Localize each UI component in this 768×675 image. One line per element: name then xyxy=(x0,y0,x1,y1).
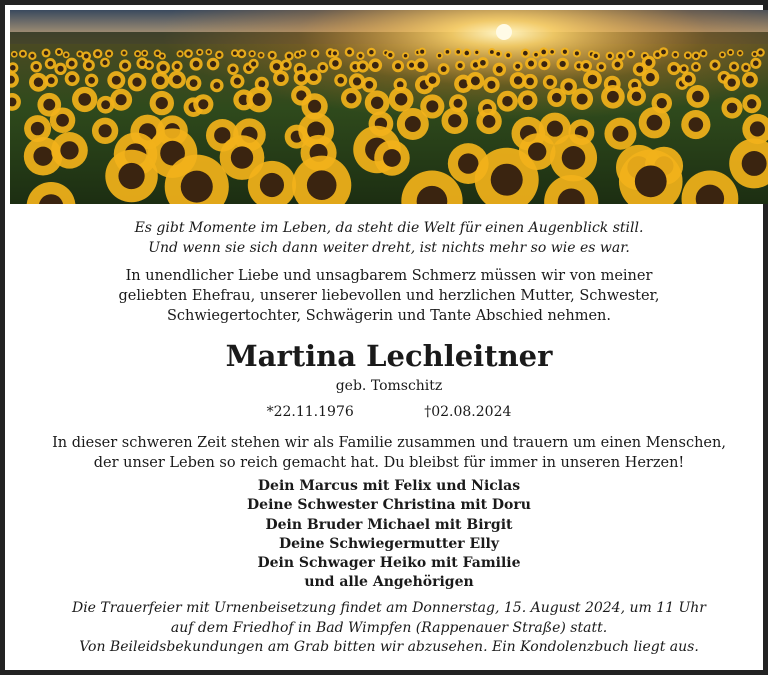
sunflower-icon xyxy=(601,85,625,109)
intro-text xyxy=(10,266,768,326)
sunflower-icon xyxy=(672,51,680,59)
sunflower-icon xyxy=(345,47,355,57)
sunflower-icon xyxy=(580,60,592,72)
sunflower-icon xyxy=(105,50,113,58)
sunflower-icon xyxy=(721,97,742,118)
sunflower-icon xyxy=(177,50,184,57)
statement-line: In dieser schweren Zeit stehen wir als Familie zusammen und trauern um einen Menschen, xyxy=(52,435,726,451)
sunflower-icon xyxy=(121,49,128,56)
sunflower-icon xyxy=(418,48,426,56)
sunflower-icon xyxy=(268,51,277,60)
sunflower-icon xyxy=(45,58,56,69)
sunflower-icon xyxy=(311,49,320,58)
sunflower-icon xyxy=(85,74,98,87)
sunflower-icon xyxy=(477,57,488,68)
sunflower-icon xyxy=(128,73,147,92)
sunflower-icon xyxy=(248,59,258,69)
sunflower-icon xyxy=(42,49,51,58)
sunflower-icon xyxy=(93,49,102,58)
birth-date: *22.11.1976 xyxy=(266,404,354,420)
sunflower-icon xyxy=(642,69,660,87)
life-dates xyxy=(10,403,768,421)
sunflower-icon xyxy=(547,88,566,107)
sunflower-icon xyxy=(386,51,395,60)
sunflower-icon xyxy=(168,71,186,89)
sunflower-icon xyxy=(172,61,183,72)
sunflower-icon xyxy=(756,48,765,57)
sunflower-icon xyxy=(729,62,739,72)
sunflower-icon xyxy=(45,74,58,87)
sunflower-icon xyxy=(331,49,339,57)
mourner-entry: und alle Angehörigen xyxy=(304,574,474,591)
footer-line: Von Beileidsbekundungen am Grab bitten wir abzusehen. Ein Kondolenzbuch liegt aus. xyxy=(79,639,699,655)
sunflower-icon xyxy=(684,51,692,59)
sunflower-icon xyxy=(150,91,174,115)
quote-line: Es gibt Momente im Leben, da steht die Welt für einen Augenblick still. xyxy=(134,220,644,236)
sunflower-icon xyxy=(583,70,602,89)
sunflower-icon xyxy=(750,58,761,69)
sunflower-icon xyxy=(28,52,36,60)
death-date: †02.08.2024 xyxy=(424,404,512,420)
sunflower-icon xyxy=(193,94,213,114)
sunflower-icon xyxy=(681,110,710,139)
sunflower-icon xyxy=(518,90,538,110)
sunflower-icon xyxy=(686,85,709,108)
sunflower-icon xyxy=(627,87,646,106)
sunflower-icon xyxy=(556,58,568,70)
sunflower-icon xyxy=(454,48,462,56)
sunflower-icon xyxy=(742,72,758,88)
footer-line: auf dem Friedhof in Bad Wimpfen (Rappenauer Straße) statt. xyxy=(170,619,608,636)
notice-body xyxy=(10,204,768,675)
sunflower-icon xyxy=(54,63,66,75)
sunflower-icon xyxy=(691,62,701,72)
sunflower-icon xyxy=(692,51,701,60)
sunflower-icon xyxy=(425,72,440,87)
sunflower-icon xyxy=(389,87,414,112)
sunflower-icon xyxy=(299,49,307,57)
sunflower-icon xyxy=(110,89,132,111)
sunflower-icon xyxy=(462,49,471,58)
sunflower-icon xyxy=(476,109,501,134)
sunflower-icon xyxy=(210,79,223,92)
sunflower-icon xyxy=(392,60,404,72)
sunflower-icon xyxy=(55,48,63,56)
sunflower-icon xyxy=(522,74,537,89)
sunflower-icon xyxy=(538,58,550,70)
mourner-entry: Dein Marcus mit Felix und Niclas xyxy=(257,478,521,494)
sunflower-icon xyxy=(134,50,141,57)
sunflower-icon xyxy=(606,52,615,61)
sunflower-icon xyxy=(549,48,556,55)
mourner-entry: Dein Schwager Heiko mit Familie xyxy=(257,555,521,572)
sunflower-icon xyxy=(436,52,443,59)
opening-quote xyxy=(10,218,768,258)
sunflower-icon xyxy=(532,51,539,58)
sunflower-icon xyxy=(100,58,110,68)
deceased-name: Martina Lechleitner xyxy=(225,339,553,373)
sunflower-icon xyxy=(719,51,726,58)
sunflower-icon xyxy=(30,61,41,72)
footer-line: Die Trauerfeier mit Urnenbeisetzung findet am Donnerstag, 15. August 2024, um 11 Uhr xyxy=(71,600,707,616)
sunflower-icon xyxy=(543,75,557,89)
sunflower-icon xyxy=(596,62,606,72)
sunflower-icon xyxy=(206,49,213,56)
sunflower-icon xyxy=(273,70,289,86)
sunflower-icon xyxy=(334,74,347,87)
sunflower-icon xyxy=(230,74,244,88)
family-statement xyxy=(10,433,768,473)
intro-line: Schwiegertochter, Schwägerin und Tante Abschied nehmen. xyxy=(166,308,612,324)
sunflower-icon xyxy=(65,71,80,86)
sunflower-icon xyxy=(571,88,593,110)
sunflower-icon xyxy=(207,58,220,71)
sunflower-icon xyxy=(659,47,669,57)
sunflower-icon xyxy=(329,57,342,70)
sunflower-icon xyxy=(709,60,720,71)
sunflower-icon xyxy=(550,134,597,181)
sunflower-icon xyxy=(667,62,680,75)
statement-line: der unser Leben so reich gemacht hat. Du bleibst für immer in unseren Herzen! xyxy=(93,455,685,471)
sunflower-icon xyxy=(414,58,428,72)
sunflower-icon xyxy=(19,50,27,58)
mourners-list xyxy=(10,477,768,593)
sunflower-icon xyxy=(741,63,751,73)
mourner-entry: Deine Schwiegermutter Elly xyxy=(278,535,499,552)
sunflower-icon xyxy=(367,48,376,57)
sunflower-icon xyxy=(159,52,166,59)
sunflower-icon xyxy=(681,72,696,87)
sunflower-icon xyxy=(374,140,410,176)
sunflower-icon xyxy=(63,51,70,58)
sunflower-icon xyxy=(627,50,636,59)
sunflower-icon xyxy=(184,49,193,58)
sunflower-icon xyxy=(246,87,272,113)
intro-line: In unendlicher Liebe und unsagbarem Schmerz müssen wir von meiner xyxy=(125,268,653,284)
sunflower-icon xyxy=(397,108,429,140)
sunflower-icon xyxy=(190,58,203,71)
sunflower-icon xyxy=(341,88,362,109)
sunflower-icon xyxy=(306,69,322,85)
sunflower-icon xyxy=(144,60,154,70)
sunflower-icon xyxy=(402,52,409,59)
sunflower-icon xyxy=(497,91,518,112)
mourner-entry: Dein Bruder Michael mit Birgit xyxy=(265,516,513,533)
sunflower-icon xyxy=(227,64,238,75)
sunflower-icon xyxy=(474,49,480,55)
sunflower-icon xyxy=(723,74,740,91)
sunflower-icon xyxy=(742,94,761,113)
quote-line: Und wenn sie sich dann weiter dreht, ist nichts mehr so wie es war. xyxy=(148,240,630,256)
sunflower-icon xyxy=(737,50,743,56)
sunflower-icon xyxy=(561,48,569,56)
sunflower-icon xyxy=(258,52,265,59)
sunflower-icon xyxy=(186,75,202,91)
sunflower-icon xyxy=(493,63,507,77)
sunflower-icon xyxy=(196,49,203,56)
sunflower-icon xyxy=(539,47,548,56)
sunflower-icon xyxy=(513,61,523,71)
sunflower-icon xyxy=(66,58,78,70)
sunflower-icon xyxy=(494,50,502,58)
intro-line: geliebten Ehefrau, unserer liebevollen und herzlichen Mutter, Schwester, xyxy=(118,288,660,304)
mourner-entry: Deine Schwester Christina mit Doru xyxy=(247,497,531,514)
sunflower-icon xyxy=(592,52,601,61)
sunflower-icon xyxy=(727,49,734,56)
sunflower-icon xyxy=(365,90,390,115)
sunflower-icon xyxy=(612,59,624,71)
sunflower-icon xyxy=(438,63,450,75)
sunflower-icon xyxy=(573,49,581,57)
sunflower-icon xyxy=(281,59,292,70)
sunflower-icon xyxy=(50,107,75,132)
birth-name: geb. Tomschitz xyxy=(335,378,443,394)
sunflower-icon xyxy=(152,72,170,90)
sunflower-icon xyxy=(357,60,369,72)
sunflower-icon xyxy=(83,59,95,71)
sunflower-icon xyxy=(141,50,148,57)
sunflower-icon xyxy=(356,52,364,60)
sunflower-icon xyxy=(441,107,468,134)
sunflower-icon xyxy=(11,51,18,58)
sun-icon xyxy=(496,24,512,40)
sunflower-icon xyxy=(466,72,484,90)
sunflower-icon xyxy=(444,48,451,55)
sunflower-icon xyxy=(455,61,465,71)
sunflower-icon xyxy=(642,56,656,70)
sunflower-icon xyxy=(92,118,118,144)
sunflower-icon xyxy=(317,62,328,73)
sunflower-icon xyxy=(215,51,223,59)
sunflower-icon xyxy=(249,50,256,57)
sunflower-icon xyxy=(521,49,530,58)
sunflower-icon xyxy=(237,49,246,58)
sunflower-icon xyxy=(525,58,537,70)
sunflower-field-image xyxy=(10,10,768,204)
sunflower-icon xyxy=(369,58,383,72)
sunflower-icon xyxy=(604,118,636,150)
sunflower-icon xyxy=(285,51,294,60)
sunflower-icon xyxy=(700,49,708,57)
sunflower-icon xyxy=(51,132,88,169)
sunflower-icon xyxy=(504,51,512,59)
sunflower-icon xyxy=(119,60,131,72)
sunflower-icon xyxy=(483,77,499,93)
sunflower-icon xyxy=(105,150,158,203)
funeral-details xyxy=(10,599,768,658)
sunflower-icon xyxy=(107,71,125,89)
sunflower-icon xyxy=(72,87,97,112)
sunflower-icon xyxy=(362,77,378,93)
sunflower-icon xyxy=(639,107,670,138)
sunflower-photo xyxy=(10,10,768,204)
